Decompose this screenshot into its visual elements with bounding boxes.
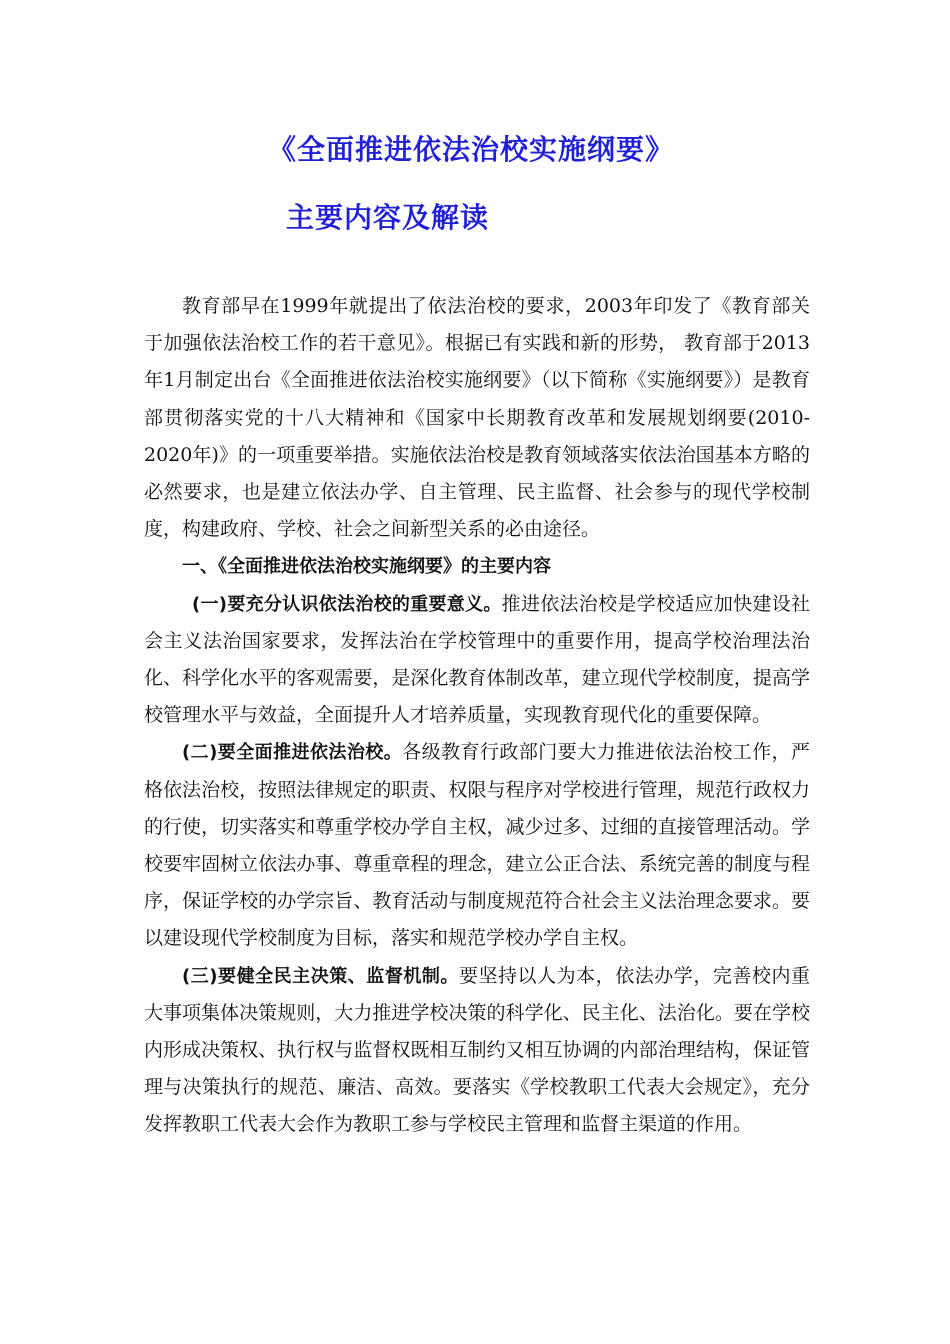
section-text-2: 各级教育行政部门要大力推进依法治校工作，严格依法治校，按照法律规定的职责、权限与程序对学校进行管理，规范行政权力的行使，切实落实和尊重学校办学自主权，减少过多、过细的直接管理活动。学校要牢固树立依法办事、尊重章程的理念，建立公正合法、系统完善的制度与程序，保证学校的办学宗旨、教育活动与制度规范符合社会主义法治理念要求。要以建设现代学校制度为目标，落实和规范学校办学自主权。 [144,741,810,950]
section-lead-2: (二)要全面推进依法治校。 [182,742,403,764]
section-paragraph-1 [144,586,810,735]
section-heading: 一、《全面推进依法治校实施纲要》的主要内容 [182,556,551,578]
intro-paragraph: 教育部早在1999年就提出了依法治校的要求，2003年印发了《教育部关于加强依法治校工作的若干意见》。根据已有实践和新的形势， 教育部于2013年1月制定出台《全面推进依法治校实施纲要》（以下简称《实施纲要》）是教育部贯彻落实党的十八大精神和《国家中长期教育改革和发展规划纲要(2010-2020年)》的一项重要举措。实施依法治校是教育领域落实依法治国基本方略的必然要求，也是建立依法办学、自主管理、民主监督、社会参与的现代学校制度，构建政府、学校、社会之间新型关系的必由途径。 [144,295,810,541]
document-title: 《全面推进依法治校实施纲要》 [268,133,675,166]
document-subtitle: 主要内容及解读 [286,201,490,234]
section-paragraph-3 [144,958,810,1144]
section-lead-1: (一)要充分认识依法治校的重要意义。 [192,593,502,615]
section-lead-3: (三)要健全民主决策、监督机制。 [182,965,459,987]
section-text-3: 要坚持以人为本，依法办学，完善校内重大事项集体决策规则，大力推进学校决策的科学化、民主化、法治化。要在学校内形成决策权、执行权与监督权既相互制约又相互协调的内部治理结构，保证管理与决策执行的规范、廉洁、高效。要落实《学校教职工代表大会规定》，充分发挥教职工代表大会作为教职工参与学校民主管理和监督主渠道的作用。 [144,964,810,1136]
document-body [144,288,810,1144]
section-text-1: 推进依法治校是学校适应加快建设社会主义法治国家要求，发挥法治在学校管理中的重要作用，提高学校治理法治化、科学化水平的客观需要，是深化教育体制改革，建立现代学校制度，提高学校管理水平与效益，全面提升人才培养质量，实现教育现代化的重要保障。 [144,592,810,727]
section-paragraph-2 [144,734,810,957]
